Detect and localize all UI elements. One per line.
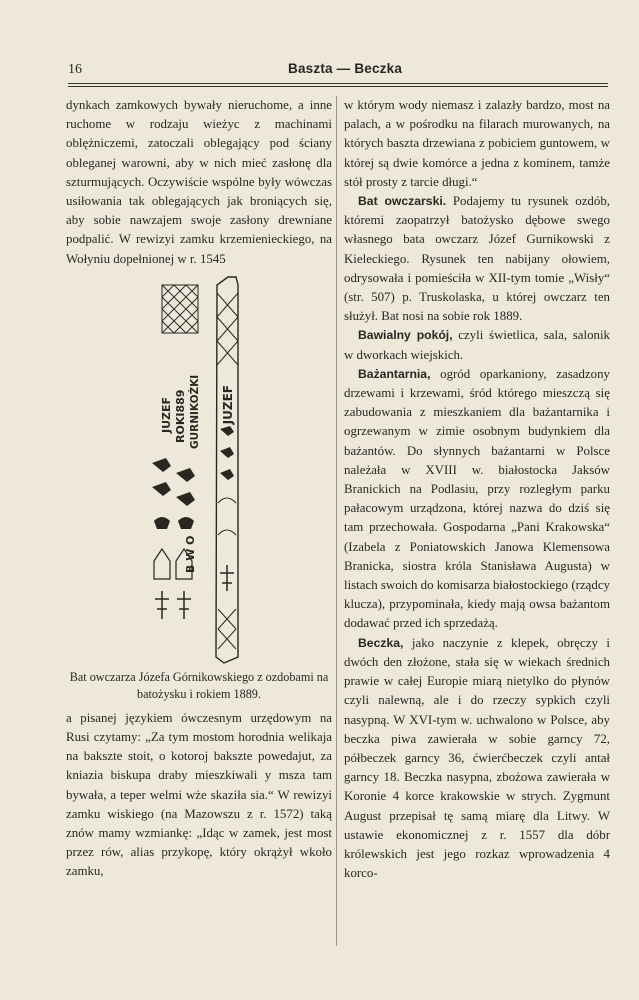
entry-bawialny-pokoj — [344, 326, 610, 364]
whip-ornament-panel — [152, 285, 201, 619]
whip-inscription-handle: JUZEF — [221, 384, 235, 425]
running-head: Baszta — Beczka — [288, 61, 403, 76]
figure-caption: Bat owczarza Józefa Górnikowskiego z ozdobami na batożysku i rokiem 1889. — [69, 669, 329, 701]
whip-drawing — [66, 273, 332, 665]
entry-bat-owczarski — [344, 192, 610, 326]
whip-inscription-year: ROKI889 — [174, 389, 187, 443]
whip-illustration — [66, 273, 332, 665]
entry-text: czyli świetlica, sala, salonik w dworkach wiejskich. — [344, 328, 610, 362]
right-column — [344, 96, 610, 883]
entry-text: jako naczynie z klepek, obręczy i dwóch den złożone, stała się w wiekach średnich prawie w całej Europie miarą nietylko do płynów czyli nalewną, ale i do rzeczy sypkich czyli nasypną. W XVI-tym w. uchwalono w Polsce, aby beczka piwa zawierała w sobie garncy 72, półbeczek garncy 36, ćwierćbeczek czyli antał garncy 18. Beczka nasypna, zbożowa zawierała w Koronie 4 korce krakowskie w strych. Zygmunt August przepisał tę samą miarę dla Litwy. W ustawie ekonomicznej z r. 1557 dla dóbr królewskich jest jego rozkaz wprowadzenia 4 korco- — [344, 635, 610, 881]
column-divider — [336, 96, 337, 946]
page-header — [68, 60, 608, 82]
header-double-rule — [68, 83, 608, 87]
entry-lemma: Bawialny pokój, — [358, 328, 453, 343]
right-paragraph-1: w którym wody niemasz i zalazły bardzo, most na palach, a w pośrodku na filarach murowanych, na których baszta drzewiana z pobiciem guntowem, w której są dwie komórce a jedna z kominem, tamże stół prosty z tarcie długi.“ — [344, 98, 610, 189]
whip-handle-long — [216, 277, 238, 663]
page-number: 16 — [68, 62, 82, 77]
left-paragraph-2: a pisanej językiem ówczesnym urzędowym na Rusi czytamy: „Za tym mostom horodnia welikaja na bakszte stoit, o kotoroj bakszte powedajut, za kniazia biskupa draby mieszkiwali y msza tam bywała, a teper welmi wże skaziła sia.“ W rewizyi zamku wiskiego (na Mazowszu z r. 1572) taką znów mamy wzmiankę: „Idąc w zamek, jest most przez rów, alias przykopę, który okrążył wkoło zamku, — [66, 710, 332, 879]
whip-inscription-surname: GURNIKOŻKI — [189, 374, 201, 449]
entry-lemma: Bażantarnia, — [358, 366, 431, 381]
entry-lemma: Bat owczarski. — [358, 194, 447, 209]
whip-inscription-name: JUZEF — [160, 396, 173, 433]
entry-text: ogród oparkaniony, zasadzony drzewami i krzewami, śród którego mieszczą się zabudowania z mieszkaniem dla bażantarnika i ogrzewanym w zimie osobnym budynkiem dla bażantów. Do słynnych bażantarni w Polsce należała w XVIII w. białostocka Jaksów Branickich na Podlasiu, przy rozległym parku pałacowym urządzona, której nazwa do dziś się tam przechowała. Gospodarna „Pani Krakowska“ (Izabela z Poniatowskich Janowa Klemensowa Branicka, siostra króla Stanisława Augusta) w listach swoich do komisarza białostockiego (rządcy klucza), przypominała, kiedy mają owsa bażantom dodawać przed ich sprzedażą. — [344, 366, 610, 631]
left-column — [66, 96, 332, 882]
entry-text: Podajemy tu rysunek ozdób, któremi zaopatrzył batożysko dębowe swego własnego bata owczarz Józef Gurnikowski z Kieleckiego. Rysunek ten nabijany ołowiem, odrysowała i pomieściła w XII-tym tomie „Wisły“ (str. 507) p. Truskolaska, u której owczarz ten służył. Bat nosi na sobie rok 1889. — [344, 194, 610, 324]
entry-lemma: Beczka, — [358, 635, 404, 650]
whip-inscription-initials: B W O — [184, 535, 197, 573]
entry-beczka — [344, 634, 610, 884]
left-paragraph-1: dynkach zamkowych bywały nieruchome, a inne ruchome w rodzaju wieżyc z machinami oblężniczemi, zatoczali oblegający pod ściany obleganej warowni, aby w nich mieć zasłonę dla szturmujących. Oczywiście wspólne były wówczas usiłowania tak oblegających jak broniących się, aby sobie nawzajem swoje zasłony drewniane podpalić. W rewizyi zamku krzemienieckiego, na Wołyniu dopełnionej w r. 1545 — [66, 98, 332, 266]
entry-bazantarnia — [344, 365, 610, 634]
